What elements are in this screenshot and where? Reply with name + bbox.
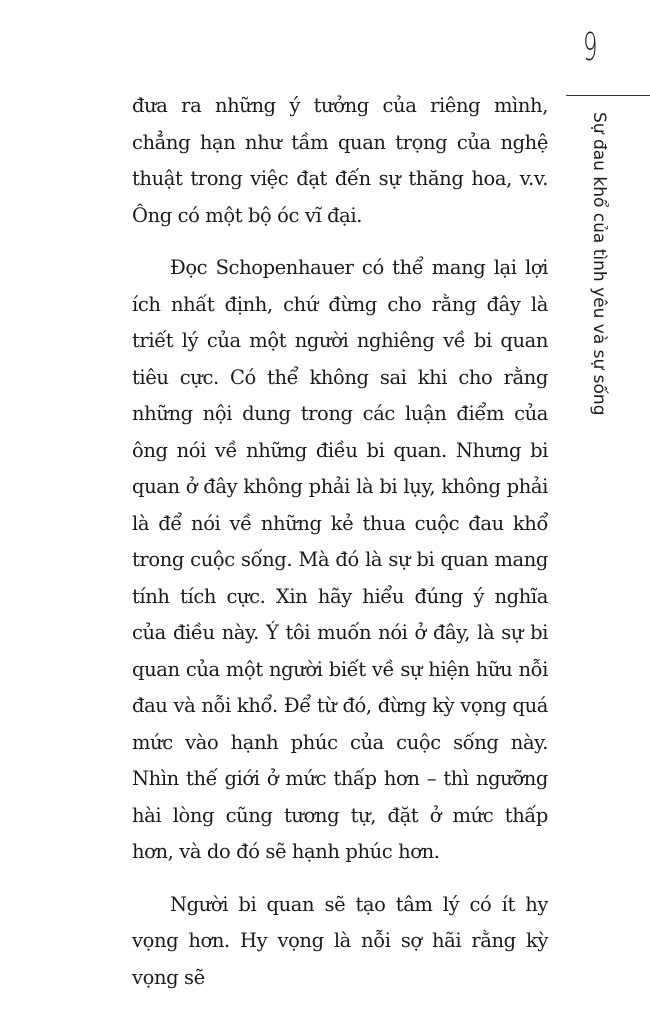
running-title: Sự đau khổ của tình yêu và sự sống [589, 112, 609, 416]
page-number: 9 [583, 25, 598, 69]
body-text [132, 88, 548, 1012]
paragraph: Người bi quan sẽ tạo tâm lý có ít hy vọng hơn. Hy vọng là nỗi sợ hãi rằng kỳ vọng sẽ [132, 892, 548, 989]
header-rule [566, 95, 650, 96]
paragraph-continuation: đưa ra những ý tưởng của riêng mình, chẳng hạn như tầm quan trọng của nghệ thuật trong việc đạt đến sự thăng hoa, v.v. Ông có một bộ óc vĩ đại. [132, 94, 548, 227]
paragraph: Đọc Schopenhauer có thể mang lại lợi ích nhất định, chứ đừng cho rằng đây là triết lý của một người nghiêng về bi quan tiêu cực. Có thể không sai khi cho rằng những nội dung trong các luận điểm của ông nói về những điều bi quan. Nhưng bi quan ở đây không phải là bi lụy, không phải là để nói về những kẻ thua cuộc đau khổ trong cuộc sống. Mà đó là sự bi quan mang tính tích cực. Xin hãy hiểu đúng ý nghĩa của điều này. Ý tôi muốn nói ở đây, là sự bi quan của một người biết về sự hiện hữu nỗi đau và nỗi khổ. Để từ đó, đừng kỳ vọng quá mức vào hạnh phúc của cuộc sống này. Nhìn thế giới ở mức thấp hơn – thì ngưỡng hài lòng cũng tương tự, đặt ở mức thấp hơn, và do đó sẽ hạnh phúc hơn. [132, 256, 548, 863]
running-head [584, 112, 614, 416]
